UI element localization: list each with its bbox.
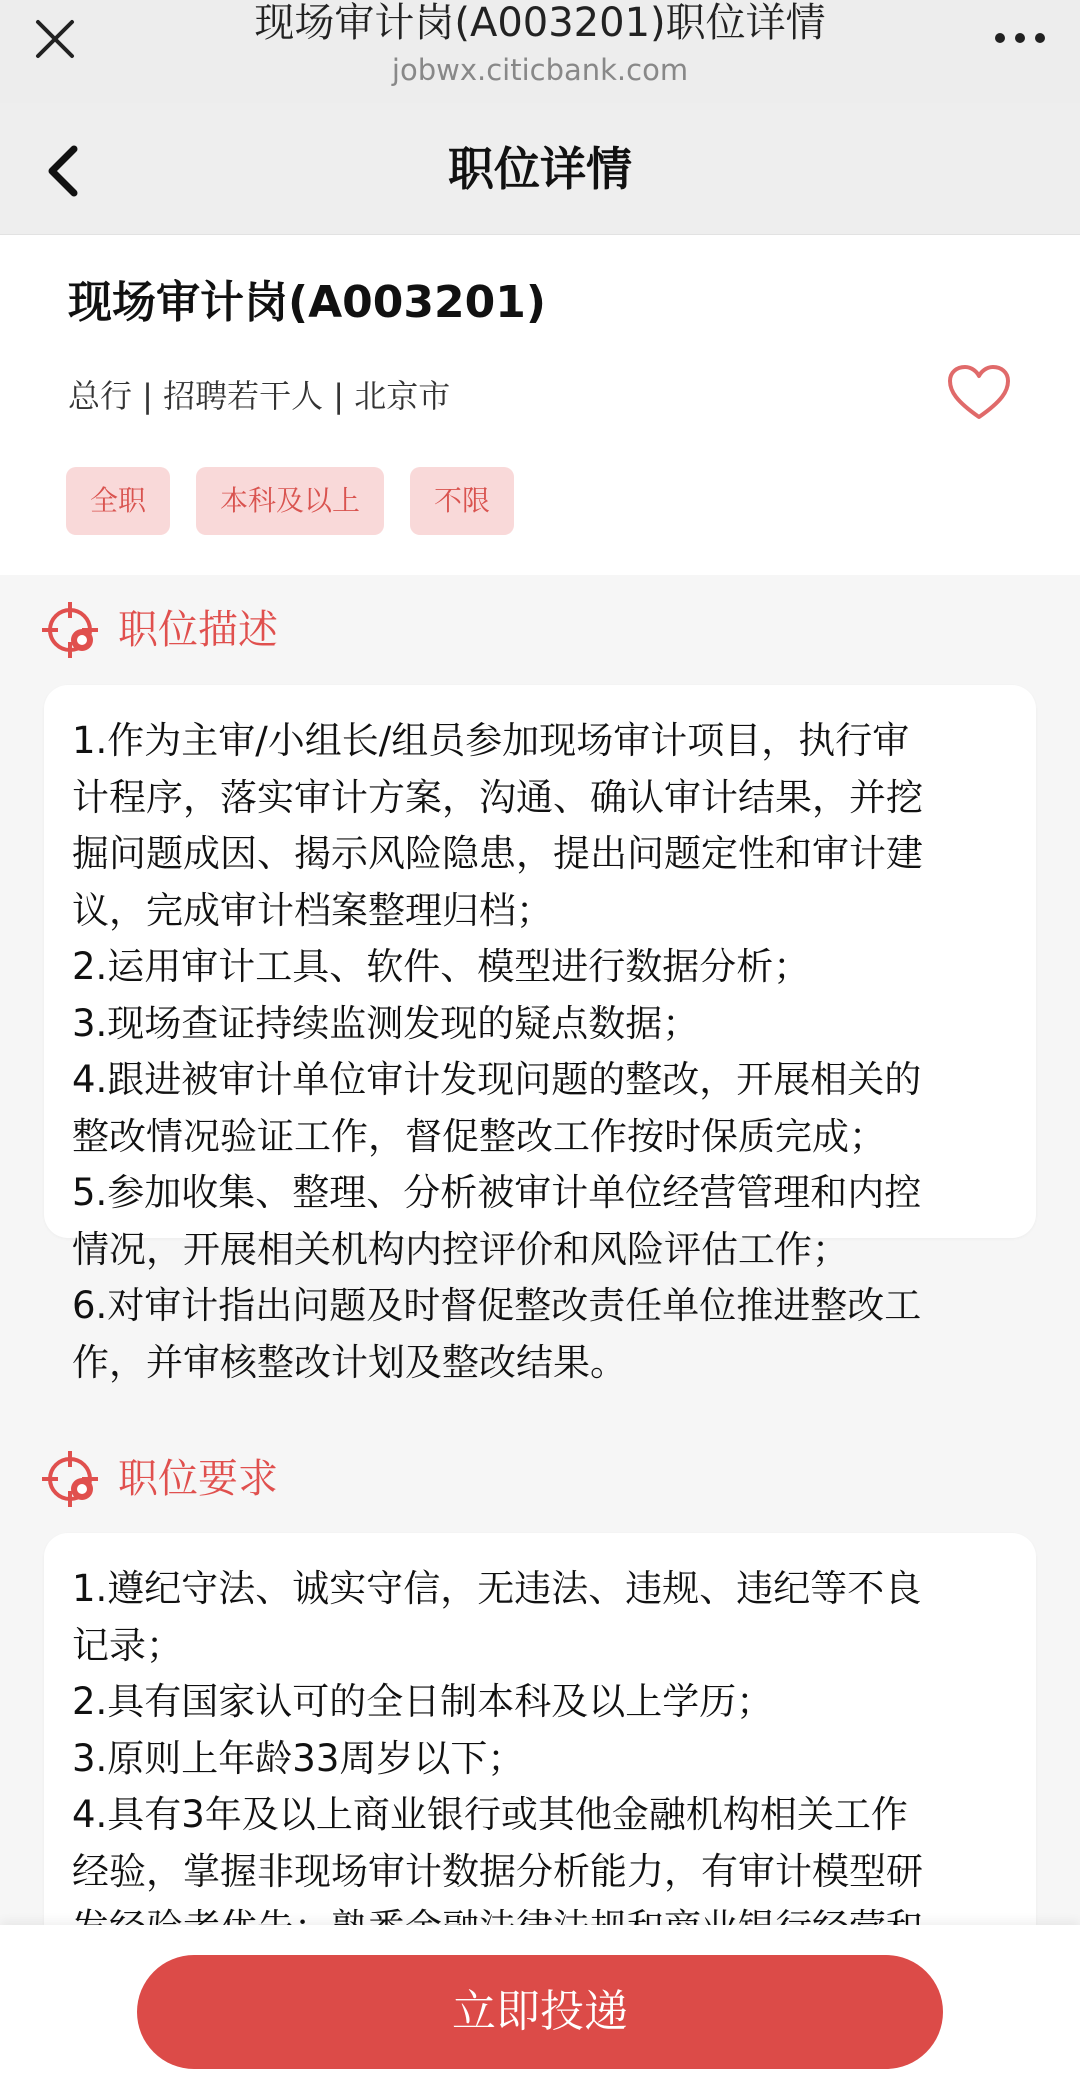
requirement-line: 1.遵纪守法、诚实守信，无违法、违规、违纪等不良 [72, 1567, 922, 1610]
nav-bar [0, 103, 1080, 235]
description-line: 整改情况验证工作，督促整改工作按时保质完成； [72, 1114, 886, 1158]
page-title: 职位详情 [448, 142, 632, 196]
requirement-line: 记录； [72, 1623, 183, 1667]
description-card [44, 685, 1036, 1384]
browser-title: 现场审计岗(A003201)职位详情 [254, 0, 826, 46]
requirements-header [40, 1447, 278, 1511]
description-line: 2.运用审计工具、软件、模型进行数据分析； [72, 945, 811, 988]
description-line: 作，并审核整改计划及整改结果。 [72, 1340, 627, 1384]
description-line: 4.跟进被审计单位审计发现问题的整改，开展相关的 [72, 1058, 922, 1101]
description-line: 5.参加收集、整理、分析被审计单位经营管理和内控 [72, 1171, 922, 1214]
requirements-title: 职位要求 [118, 1456, 278, 1502]
requirement-line: 2.具有国家认可的全日制本科及以上学历； [72, 1680, 774, 1723]
target-icon [40, 598, 104, 662]
tag-education: 本科及以上 [196, 467, 384, 535]
description-line: 计程序，落实审计方案，沟通、确认审计结果，并挖 [72, 775, 923, 819]
description-header [40, 598, 278, 662]
job-header-card [0, 235, 1080, 575]
job-title: 现场审计岗(A003201) [68, 277, 546, 328]
heart-icon[interactable] [946, 363, 1012, 423]
target-icon [40, 1447, 104, 1511]
description-line: 情况，开展相关机构内控评价和风险评估工作； [72, 1227, 849, 1271]
content-area [0, 235, 1080, 2087]
description-line: 1.作为主审/小组长/组员参加现场审计项目，执行审 [72, 719, 910, 762]
bottom-action-bar [0, 1925, 1080, 2087]
description-line: 掘问题成因、揭示风险隐患，提出问题定性和审计建 [72, 832, 923, 875]
tag-job-type: 全职 [66, 467, 170, 535]
description-title: 职位描述 [118, 607, 278, 653]
browser-top-bar [0, 0, 1080, 103]
description-line: 议，完成审计档案整理归档； [72, 888, 553, 932]
requirement-line: 经验，掌握非现场审计数据分析能力，有审计模型研 [72, 1849, 923, 1893]
job-tags [66, 467, 514, 535]
description-line: 6.对审计指出问题及时督促整改责任单位推进整改工 [72, 1284, 922, 1327]
requirement-line: 3.原则上年龄33周岁以下； [72, 1736, 525, 1780]
browser-url: jobwx.citicbank.com [391, 53, 689, 87]
requirement-line: 4.具有3年及以上商业银行或其他金融机构相关工作 [72, 1793, 908, 1836]
apply-button[interactable]: 立即投递 [137, 1955, 943, 2069]
more-icon[interactable] [990, 22, 1050, 52]
description-line: 3.现场查证持续监测发现的疑点数据； [72, 1001, 700, 1045]
close-icon[interactable] [30, 14, 80, 64]
tag-experience: 不限 [410, 467, 514, 535]
job-meta: 总行 | 招聘若干人 | 北京市 [68, 377, 451, 415]
